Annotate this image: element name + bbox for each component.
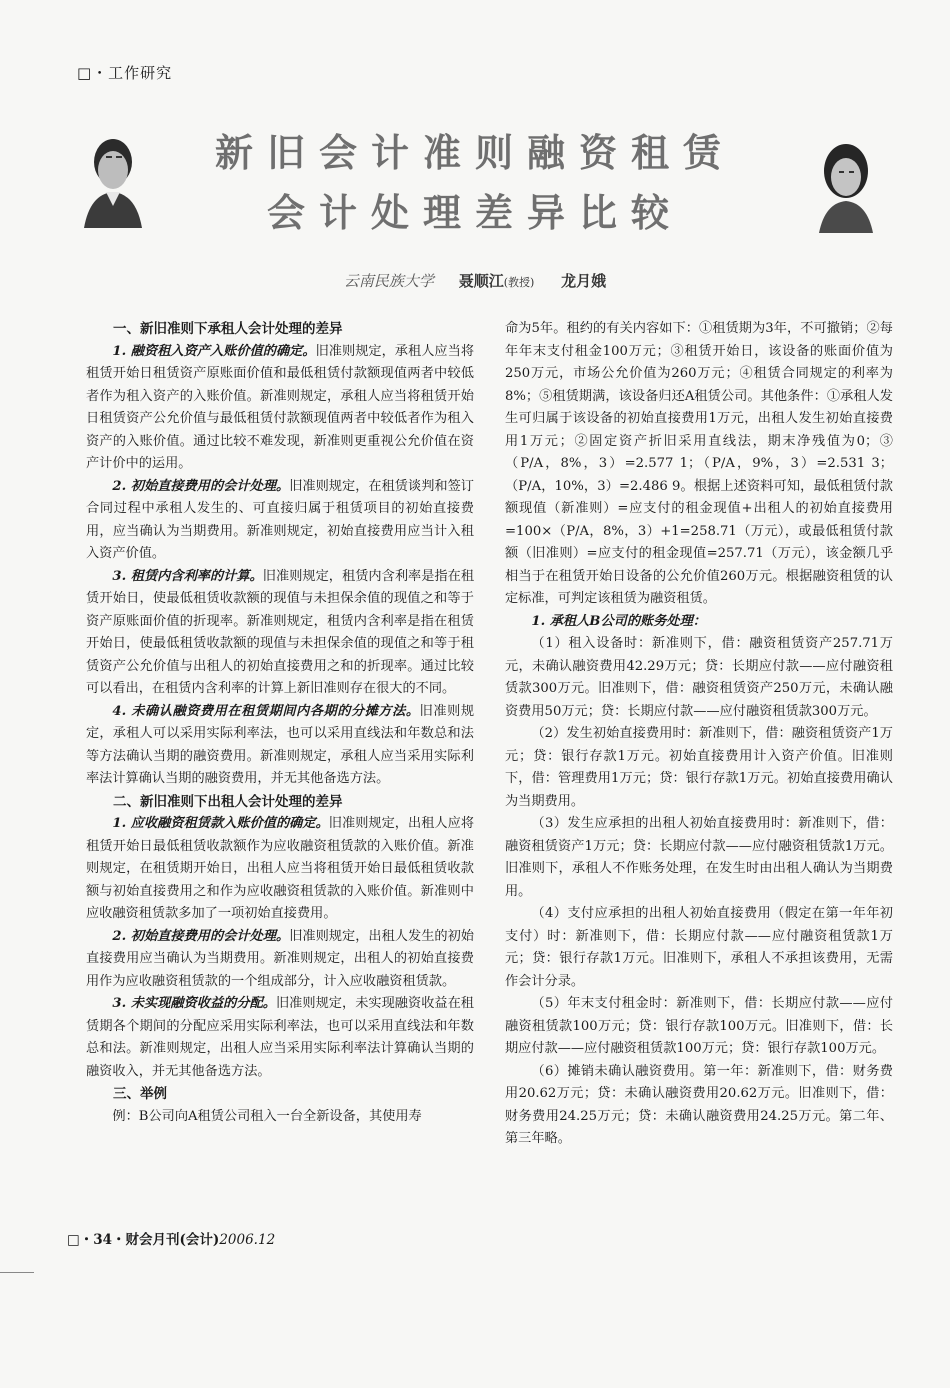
author-name-2: 龙月娥 [561,272,607,290]
paragraph [86,1106,474,1129]
paragraph-text: 旧准则规定，未实现融资收益在租赁期各个期间的分配应采用实际利率法，也可以采用直线法和年数总和法。新准则规定，出租人应当采用实际利率法计算确认当期的融资收入，并无其他备选方法。 [86,996,474,1079]
section-heading: 二、新旧准则下出租人会计处理的差异 [113,793,343,810]
paragraph [86,566,474,701]
author-role-1: (教授) [503,276,535,289]
paragraph-text: （3）发生应承担的出租人初始直接费用时：新准则下，借：融资租赁资产1万元；贷：长期应付款——应付融资租赁款1万元。旧准则下，承租人不作账务处理，在发生时由出租人确认为当期费用。 [505,816,893,899]
page-footer [67,1228,275,1248]
paragraph-lead: 2. 初始直接费用的会计处理。 [112,928,290,944]
paragraph-text: （6）摊销未确认融资费用。第一年：新准则下，借：财务费用20.62万元；贷：未确认融资费用20.62万元。旧准则下，借：财务费用24.25万元；贷：未确认融资费用24.25万元。第二年、第三年略。 [505,1063,893,1146]
paragraph-lead: 1. 融资租入资产入账价值的确定。 [112,343,316,359]
paragraph [86,813,474,926]
paragraph-lead: 1. 应收融资租赁款入账价值的确定。 [112,816,329,831]
paragraph-lead: 1. 承租人B公司的账务处理： [531,613,706,629]
article-title-line-1: 新旧会计准则融资租赁 [214,131,735,175]
article-title-line-2: 会计处理差异比较 [266,191,683,235]
paragraph-lead: 2. 初始直接费用的会计处理。 [112,478,290,494]
paragraph-text: 旧准则规定，承租人应当将租赁开始日租赁资产原账面价值和最低租赁付款额现值两者中较低者作为租入资产的入账价值。新准则规定，承租人应当将租赁开始日租赁资产公允价值与最低租赁付款额现值两者中较低者作为租入资产的入账价值。通过比较不难发现，新准则更重视公允价值在资产计价中的运用。 [86,343,475,471]
paragraph-lead: 4. 未确认融资费用在租赁期间内各期的分摊方法。 [112,703,420,719]
footer-issue: 2006.12 [219,1232,276,1248]
paragraph-text: 旧准则规定，出租人发生的初始直接费用应当确认为当期费用。新准则规定，出租人的初始直接费用作为应收融资租赁款的一个组成部分，计入应收融资租赁款。 [86,928,474,989]
paragraph-text: 命为5年。租约的有关内容如下：①租赁期为3年，不可撤销；②每年年末支付租金100万元；③租赁开始日，该设备的账面价值为250万元，市场公允价值为260万元；④租赁合同规定的利率为8%；⑤租赁期满，该设备归还A租赁公司。其他条件：①承租人发生可归属于该设备的初始直接费用1万元，出租人发生初始直接费用1万元；②固定资产折旧采用直线法，期末净残值为0；③（P/A，8%，3）=2.577 1；（P/A，9%，3）=2.531 3；（P/A，10%，3）=2.486 9。根据上述资料可知，最低租赁付款额现值（新准则）=应支付的租金现值+出租人的初始直接费用=100×（P/A，8%，3）+1=258.71（万元），或最低租赁付款额（旧准则）=应支付的租金现值=257.71（万元），该金额几乎相当于在租赁开始日设备的公允价值260万元。根据融资租赁的认定标准，可判定该租赁为融资租赁。 [505,321,893,606]
author-photo-female-icon [813,137,879,233]
paragraph-text: （4）支付应承担的出租人初始直接费用（假定在第一年年初支付）时：新准则下，借：长期应付款——应付融资租赁款1万元；贷：银行存款1万元。旧准则下，承租人不承担该费用，无需作会计分录。 [505,906,893,989]
paragraph [505,1061,893,1151]
paragraph [505,611,893,634]
paragraph [86,993,474,1083]
paragraph [86,701,474,791]
paragraph [505,903,893,993]
paragraph [86,341,474,476]
paragraph [505,633,893,723]
paragraph-text: （2）发生初始直接费用时：新准则下，借：融资租赁资产1万元；贷：银行存款1万元。初始直接费用计入资产价值。旧准则下，借：管理费用1万元；贷：银行存款1万元。初始直接费用确认为当期费用。 [505,726,893,809]
author-line [0,270,950,291]
paragraph [86,476,474,566]
paragraph-text: （5）年末支付租金时：新准则下，借：长期应付款——应付融资租赁款100万元；贷：银行存款100万元。旧准则下，借：长期应付款——应付融资租赁款100万元；贷：银行存款100万元。 [505,996,893,1056]
footer-page-label: □・34・财会月刊(会计) [67,1232,220,1248]
paragraph-continued [505,318,893,611]
section-heading: 三、举例 [113,1086,167,1102]
paragraph-text: 例：B公司向A租赁公司租入一台全新设备，其使用寿 [112,1108,422,1124]
affiliation: 云南民族大学 [343,272,434,290]
right-column [505,318,893,1151]
paragraph-text: （1）租入设备时：新准则下，借：融资租赁资产257.71万元，未确认融资费用42.29万元；贷：长期应付款——应付融资租赁款300万元。旧准则下，借：融资租赁资产250万元，未确认融资费用50万元；贷：长期应付款——应付融资租赁款300万元。 [505,636,893,719]
section-heading: 一、新旧准则下承租人会计处理的差异 [113,321,343,337]
paragraph-lead: 3. 未实现融资收益的分配。 [112,996,276,1011]
paragraph [505,993,893,1061]
paragraph [86,926,474,994]
paragraph-text: 旧准则规定，出租人应将租赁开始日最低租赁收款额作为应收融资租赁款的入账价值。新准则规定，在租赁期开始日，出租人应当将租赁开始日最低租赁收款额与初始直接费用之和作为应收融资租赁款的入账价值。新准则中应收融资租赁款多加了一项初始直接费用。 [86,816,475,921]
left-column [86,318,474,1128]
paragraph-lead: 3. 租赁内含利率的计算。 [112,568,263,584]
paragraph [505,723,893,813]
margin-mark [0,1272,34,1273]
paragraph-text: 旧准则规定，承租人可以采用实际利率法，也可以采用直线法和年数总和法等方法确认当期的融资费用。新准则规定，承租人应当采用实际利率法计算确认当期的融资费用，并无其他备选方法。 [86,703,475,786]
paragraph-text: 旧准则规定，租赁内含利率是指在租赁开始日，使最低租赁收款额的现值与未担保余值的现值之和等于资产原账面价值的折现率。新准则规定，租赁内含利率是指在租赁开始日，使最低租赁收款额的现值与未担保余值的现值之和等于租赁资产公允价值与出租人的初始直接费用之和的折现率。通过比较可以看出，在租赁内含利率的计算上新旧准则存在很大的不同。 [86,568,475,696]
paragraph [505,813,893,903]
paragraph-text: 旧准则规定，在租赁谈判和签订合同过程中承租人发生的、可直接归属于租赁项目的初始直接费用，应当确认为当期费用。新准则规定，初始直接费用应当计入租入资产价值。 [86,478,474,561]
author-name-1: 聂顺江 [458,272,504,290]
section-tag: □・工作研究 [77,64,173,82]
